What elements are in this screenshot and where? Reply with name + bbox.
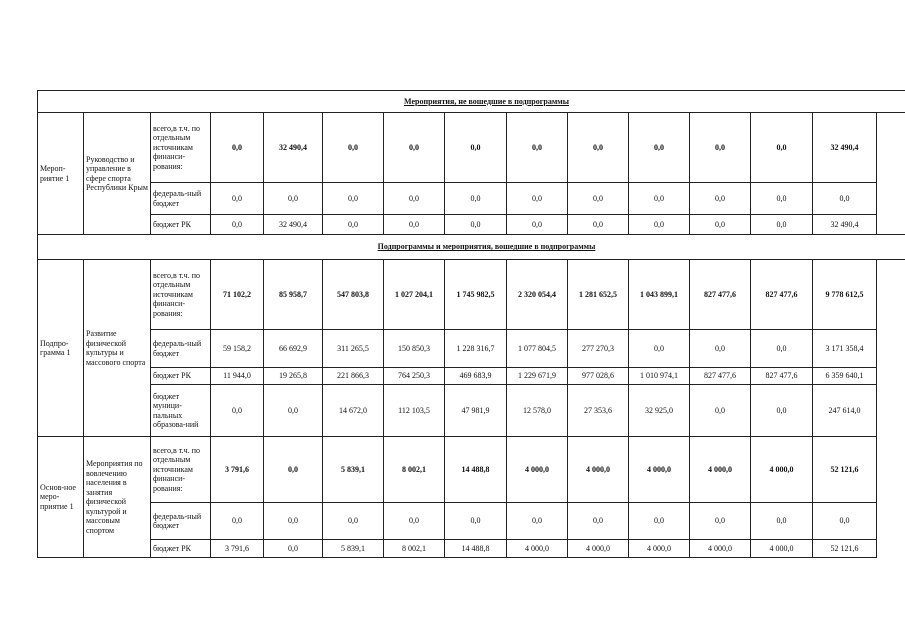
cell: 0,0 [690,385,751,437]
cell: 14 488,8 [445,540,507,558]
cell: 0,0 [690,215,751,235]
cell: 71 102,2 [211,260,264,330]
cell: 0,0 [568,503,629,540]
cell: 0,0 [629,113,690,183]
cell: 0,0 [323,503,384,540]
group-name: Мероп-риятие 1 [38,113,84,235]
cell-total: 32 490,4 [813,215,877,235]
group-description: Развитие физической культуры и массового спорта [84,260,151,437]
cell: 0,0 [690,330,751,368]
group-description: Мероприятия по вовлечению населения в занятия физической культурой и массовым спортом [84,437,151,558]
cell: 14 672,0 [323,385,384,437]
cell: 827 477,6 [690,368,751,385]
financing-table [37,90,905,558]
cell-total: 32 490,4 [813,113,877,183]
cell: 469 683,9 [445,368,507,385]
cell: 827 477,6 [690,260,751,330]
cell: 47 981,9 [445,385,507,437]
cell: 311 265,5 [323,330,384,368]
cell-total: 247 614,0 [813,385,877,437]
source-label-total: всего,в т.ч. по отдельным источникам финанси-рования: [151,437,211,503]
cell: 2 320 054,4 [507,260,568,330]
cell: 0,0 [445,503,507,540]
cell: 221 866,3 [323,368,384,385]
cell: 11 944,0 [211,368,264,385]
cell: 0,0 [211,385,264,437]
cell-total: 3 171 358,4 [813,330,877,368]
cell: 0,0 [751,503,813,540]
source-label-total: всего,в т.ч. по отдельным источникам финанси-рования: [151,113,211,183]
cell: 4 000,0 [568,437,629,503]
cell: 0,0 [629,503,690,540]
cell: 0,0 [323,183,384,215]
cell: 1 745 982,5 [445,260,507,330]
cell: 4 000,0 [751,540,813,558]
cell: 27 353,6 [568,385,629,437]
section-heading-inside: Подпрограммы и мероприятия, вошедшие в подпрограммы [38,235,905,260]
source-label-rk: бюджет РК [151,368,211,385]
cell: 4 000,0 [751,437,813,503]
cell: 32 490,4 [264,215,323,235]
cell: 12 578,0 [507,385,568,437]
cell: 0,0 [751,385,813,437]
cell: 66 692,9 [264,330,323,368]
cell: 0,0 [445,113,507,183]
source-label-federal: федераль-ный бюджет [151,503,211,540]
cell: 0,0 [568,183,629,215]
source-label-federal: федераль-ный бюджет [151,330,211,368]
cell: 0,0 [445,183,507,215]
cell: 150 850,3 [384,330,445,368]
cell: 59 158,2 [211,330,264,368]
cell: 0,0 [568,215,629,235]
cell: 0,0 [690,183,751,215]
cell-total: 52 121,6 [813,437,877,503]
cell: 977 028,6 [568,368,629,385]
cell: 0,0 [384,113,445,183]
cell: 0,0 [507,183,568,215]
cell: 4 000,0 [629,540,690,558]
cell: 1 281 652,5 [568,260,629,330]
cell: 1 077 804,5 [507,330,568,368]
cell: 827 477,6 [751,260,813,330]
group-name: Подпро-грамма 1 [38,260,84,437]
cell: 0,0 [264,183,323,215]
cell: 0,0 [264,540,323,558]
cell: 0,0 [211,503,264,540]
cell: 0,0 [629,330,690,368]
cell: 5 839,1 [323,437,384,503]
cell: 0,0 [751,330,813,368]
source-label-total: всего,в т.ч. по отдельным источникам финанси-рования: [151,260,211,330]
cell: 0,0 [445,215,507,235]
cell: 0,0 [690,503,751,540]
cell: 5 839,1 [323,540,384,558]
cell: 547 803,8 [323,260,384,330]
cell: 1 228 316,7 [445,330,507,368]
cell: 4 000,0 [507,437,568,503]
group-name: Основ-ное меро-приятие 1 [38,437,84,558]
cell: 3 791,6 [211,540,264,558]
cell-total: 6 359 640,1 [813,368,877,385]
cell: 0,0 [751,113,813,183]
source-label-rk: бюджет РК [151,215,211,235]
cell: 0,0 [264,503,323,540]
cell: 1 010 974,1 [629,368,690,385]
cell: 3 791,6 [211,437,264,503]
cell-total: 9 778 612,5 [813,260,877,330]
cell: 277 270,3 [568,330,629,368]
cell: 1 027 204,1 [384,260,445,330]
cell: 0,0 [211,215,264,235]
cell: 764 250,3 [384,368,445,385]
cell: 0,0 [568,113,629,183]
cell: 1 229 671,9 [507,368,568,385]
cell: 0,0 [507,503,568,540]
group-description: Руководство и управление в сфере спорта Республики Крым [84,113,151,235]
section-heading-outside: Мероприятия, не вошедшие в подпрограммы [38,91,905,113]
cell-total: 52 121,6 [813,540,877,558]
cell: 0,0 [323,215,384,235]
source-label-municipal: бюджет муници-пальных образова-ний [151,385,211,437]
cell: 0,0 [384,503,445,540]
cell: 0,0 [211,113,264,183]
cell: 4 000,0 [690,437,751,503]
source-label-rk: бюджет РК [151,540,211,558]
cell: 0,0 [384,215,445,235]
cell: 827 477,6 [751,368,813,385]
cell: 4 000,0 [690,540,751,558]
cell: 0,0 [211,183,264,215]
cell: 8 002,1 [384,540,445,558]
cell-total: 0,0 [813,183,877,215]
cell: 0,0 [264,437,323,503]
cell: 0,0 [384,183,445,215]
cell: 0,0 [323,113,384,183]
cell: 19 265,8 [264,368,323,385]
cell: 4 000,0 [629,437,690,503]
cell: 32 490,4 [264,113,323,183]
cell: 32 925,0 [629,385,690,437]
cell: 0,0 [751,183,813,215]
cell: 0,0 [690,113,751,183]
cell: 8 002,1 [384,437,445,503]
cell: 85 958,7 [264,260,323,330]
cell-total: 0,0 [813,503,877,540]
cell: 1 043 899,1 [629,260,690,330]
cell: 4 000,0 [507,540,568,558]
cell: 4 000,0 [568,540,629,558]
source-label-federal: федераль-ный бюджет [151,183,211,215]
cell: 14 488,8 [445,437,507,503]
cell: 0,0 [629,183,690,215]
cell: 0,0 [629,215,690,235]
cell: 112 103,5 [384,385,445,437]
cell: 0,0 [264,385,323,437]
cell: 0,0 [507,113,568,183]
cell: 0,0 [751,215,813,235]
cell: 0,0 [507,215,568,235]
